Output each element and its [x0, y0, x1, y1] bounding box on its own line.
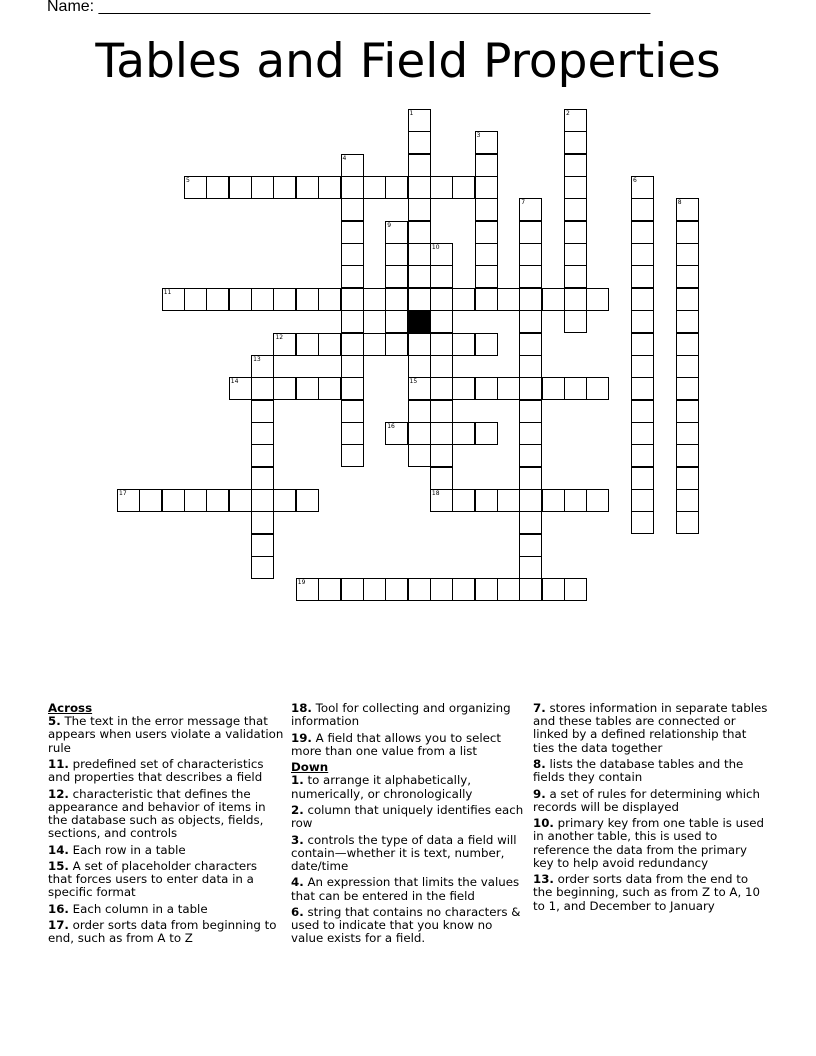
crossword-cell[interactable] — [341, 265, 364, 288]
crossword-cell[interactable] — [296, 333, 319, 356]
clue-number-label: 2 — [566, 110, 570, 117]
down-clue — [533, 873, 769, 913]
crossword-cell[interactable] — [586, 489, 609, 512]
crossword-cell[interactable] — [631, 422, 654, 445]
crossword-cell[interactable] — [408, 444, 431, 467]
crossword-cell[interactable] — [296, 489, 319, 512]
crossword-cell[interactable] — [519, 265, 542, 288]
crossword-cell[interactable] — [430, 310, 453, 333]
crossword-cell[interactable] — [676, 243, 699, 266]
clue-number-label: 15 — [409, 378, 418, 386]
crossword-cell[interactable] — [452, 288, 475, 311]
crossword-cell[interactable] — [519, 534, 542, 557]
crossword-cell[interactable] — [296, 288, 319, 311]
crossword-cell[interactable] — [251, 489, 274, 512]
crossword-cell[interactable] — [519, 489, 542, 512]
clue-text: to arrange it alphabetically, numerically, or chronologically — [291, 773, 473, 801]
crossword-cell[interactable] — [631, 243, 654, 266]
black-cell — [408, 310, 431, 333]
crossword-cell[interactable] — [430, 355, 453, 378]
across-clue — [48, 844, 284, 857]
across-clue — [48, 919, 284, 945]
clue-number: 2. — [291, 802, 304, 817]
crossword-cell[interactable] — [631, 377, 654, 400]
crossword-cell[interactable] — [363, 578, 386, 601]
crossword-cell[interactable] — [341, 176, 364, 199]
crossword-cell[interactable] — [251, 355, 274, 378]
crossword-cell[interactable] — [564, 176, 587, 199]
crossword-cell[interactable] — [452, 489, 475, 512]
clue-number: 16. — [48, 901, 69, 916]
crossword-cell[interactable] — [519, 578, 542, 601]
crossword-cell[interactable] — [676, 377, 699, 400]
clue-text: controls the type of data a field will contain—whether it is text, number, date/time — [291, 832, 517, 873]
clue-number-label: 14 — [230, 378, 239, 386]
crossword-cell[interactable] — [519, 511, 542, 534]
crossword-cell[interactable] — [251, 467, 274, 490]
crossword-cell[interactable] — [519, 377, 542, 400]
down-clue — [533, 758, 769, 784]
crossword-cell[interactable] — [385, 176, 408, 199]
crossword-cell[interactable] — [363, 176, 386, 199]
clue-text: stores information in separate tables and these tables are connected or linked by a defined relationship that ties the data together — [533, 701, 768, 755]
crossword-cell[interactable] — [542, 578, 565, 601]
clue-number-label: 13 — [253, 355, 261, 363]
across-clue — [48, 903, 284, 916]
name-line: Name: ______________________________________________________________ — [47, 0, 651, 15]
clue-number: 11. — [48, 757, 69, 771]
clue-text: Each column in a table — [72, 901, 208, 916]
crossword-cell[interactable] — [631, 288, 654, 311]
crossword-cell[interactable] — [475, 154, 498, 177]
crossword-cell[interactable] — [452, 333, 475, 356]
clue-number-label: 17 — [119, 489, 127, 497]
across-clue — [48, 758, 284, 784]
crossword-cell[interactable] — [430, 333, 453, 356]
clue-number: 7. — [533, 701, 546, 715]
crossword-cell[interactable] — [542, 489, 565, 512]
crossword-cell[interactable] — [408, 176, 431, 199]
crossword-cell[interactable] — [229, 176, 252, 199]
crossword-cell[interactable] — [296, 176, 319, 199]
crossword-cell[interactable] — [251, 444, 274, 467]
crossword-cell[interactable] — [497, 288, 520, 311]
crossword-cell[interactable] — [631, 333, 654, 356]
crossword-cell[interactable] — [341, 422, 364, 445]
crossword-cell[interactable] — [385, 288, 408, 311]
crossword-cell[interactable] — [385, 578, 408, 601]
crossword-cell[interactable] — [519, 288, 542, 311]
crossword-cell[interactable] — [251, 288, 274, 311]
clue-number: 4. — [291, 875, 304, 890]
crossword-cell[interactable] — [564, 578, 587, 601]
crossword-cell[interactable] — [408, 109, 431, 132]
clue-number-label: 18 — [431, 489, 440, 497]
crossword-cell[interactable] — [430, 578, 453, 601]
crossword-cell[interactable] — [631, 176, 654, 199]
clue-number: 18. — [291, 701, 312, 715]
crossword-cell[interactable] — [363, 333, 386, 356]
crossword-cell[interactable] — [341, 310, 364, 333]
clue-number: 12. — [48, 786, 69, 801]
crossword-cell[interactable] — [631, 511, 654, 534]
crossword-cell[interactable] — [631, 444, 654, 467]
clue-text: A set of placeholder characters that forces users to enter data in a specific format — [48, 858, 258, 900]
clue-text: Tool for collecting and organizing information — [291, 701, 511, 729]
crossword-cell[interactable] — [475, 221, 498, 244]
crossword-cell[interactable] — [408, 243, 431, 266]
across-clue — [48, 860, 284, 900]
crossword-cell[interactable] — [564, 288, 587, 311]
clue-text: primary key from one table is used in another table, this is used to reference the data from the primary key to help avoid redundancy — [533, 816, 765, 870]
across-clue — [291, 732, 527, 758]
clues-column-3 — [533, 702, 769, 916]
crossword-cell[interactable] — [408, 400, 431, 423]
clue-number: 10. — [533, 816, 554, 831]
crossword-cell[interactable] — [341, 444, 364, 467]
crossword-cell[interactable] — [341, 333, 364, 356]
crossword-cell[interactable] — [430, 176, 453, 199]
crossword-cell[interactable] — [273, 489, 296, 512]
crossword-cell[interactable] — [475, 198, 498, 221]
crossword-cell[interactable] — [519, 198, 542, 221]
crossword-cell[interactable] — [408, 355, 431, 378]
clue-number-label: 19 — [297, 579, 306, 587]
crossword-cell[interactable] — [408, 578, 431, 601]
crossword-cell[interactable] — [408, 198, 431, 221]
crossword-cell[interactable] — [296, 578, 319, 601]
crossword-cell[interactable] — [542, 288, 565, 311]
clue-text: order sorts data from the end to the beginning, such as from Z to A, 10 to 1, and December to January — [533, 872, 760, 913]
crossword-cell[interactable] — [251, 377, 274, 400]
down-heading: Down — [291, 760, 329, 775]
crossword-cell[interactable] — [408, 288, 431, 311]
crossword-cell[interactable] — [631, 355, 654, 378]
crossword-cell[interactable] — [452, 422, 475, 445]
crossword-cell[interactable] — [519, 333, 542, 356]
clue-number-label: 3 — [476, 132, 481, 140]
crossword-cell[interactable] — [564, 221, 587, 244]
down-clue — [533, 817, 769, 870]
crossword-cell[interactable] — [475, 176, 498, 199]
crossword-cell[interactable] — [206, 489, 229, 512]
clue-text: A field that allows you to select more than one value from a list — [291, 730, 502, 758]
crossword-cell[interactable] — [631, 310, 654, 333]
down-clue — [291, 774, 527, 800]
clue-number-label: 7 — [521, 199, 526, 207]
clue-number: 9. — [533, 786, 546, 801]
crossword-cell[interactable] — [296, 377, 319, 400]
crossword-cell[interactable] — [251, 400, 274, 423]
crossword-cell[interactable] — [497, 578, 520, 601]
crossword-cell[interactable] — [273, 377, 296, 400]
crossword-cell[interactable] — [430, 422, 453, 445]
crossword-cell[interactable] — [452, 176, 475, 199]
clue-number: 8. — [533, 757, 546, 771]
crossword-cell[interactable] — [385, 422, 408, 445]
clue-number-label: 1 — [409, 110, 414, 117]
crossword-cell[interactable] — [475, 377, 498, 400]
crossword-cell[interactable] — [341, 578, 364, 601]
crossword-cell[interactable] — [542, 377, 565, 400]
crossword-cell[interactable] — [273, 288, 296, 311]
across-clue — [48, 788, 284, 841]
crossword-cell[interactable] — [631, 400, 654, 423]
crossword-cell[interactable] — [430, 444, 453, 467]
crossword-cell[interactable] — [676, 333, 699, 356]
crossword-cell[interactable] — [676, 355, 699, 378]
crossword-cell[interactable] — [676, 198, 699, 221]
clue-number: 15. — [48, 858, 69, 873]
crossword-cell[interactable] — [184, 489, 207, 512]
clue-text: a set of rules for determining which records will be displayed — [533, 786, 760, 814]
crossword-cell[interactable] — [341, 154, 364, 177]
clue-number-label: 9 — [387, 221, 392, 229]
crossword-cell[interactable] — [408, 154, 431, 177]
crossword-cell[interactable] — [519, 444, 542, 467]
crossword-cell[interactable] — [184, 176, 207, 199]
crossword-cell[interactable] — [631, 221, 654, 244]
crossword-cell[interactable] — [564, 489, 587, 512]
crossword-cell[interactable] — [430, 467, 453, 490]
clue-number: 5. — [48, 714, 61, 729]
down-clue — [291, 906, 527, 946]
crossword-cell[interactable] — [475, 265, 498, 288]
crossword-cell[interactable] — [676, 511, 699, 534]
crossword-cell[interactable] — [162, 288, 185, 311]
crossword-cell[interactable] — [251, 511, 274, 534]
crossword-cell[interactable] — [341, 221, 364, 244]
crossword-cell[interactable] — [341, 288, 364, 311]
crossword-cell[interactable] — [475, 243, 498, 266]
clue-number-label: 8 — [677, 199, 682, 207]
clue-text: order sorts data from beginning to end, such as from A to Z — [48, 918, 277, 946]
crossword-cell[interactable] — [676, 422, 699, 445]
crossword-cell[interactable] — [631, 265, 654, 288]
crossword-cell[interactable] — [676, 400, 699, 423]
crossword-cell[interactable] — [475, 333, 498, 356]
crossword-cell[interactable] — [318, 176, 341, 199]
crossword-cell[interactable] — [430, 288, 453, 311]
crossword-cell[interactable] — [564, 265, 587, 288]
crossword-cell[interactable] — [475, 131, 498, 154]
clue-text: column that uniquely identifies each row — [291, 802, 524, 831]
crossword-cell[interactable] — [408, 333, 431, 356]
crossword-cell[interactable] — [408, 377, 431, 400]
crossword-cell[interactable] — [318, 333, 341, 356]
crossword-cell[interactable] — [676, 310, 699, 333]
clue-number-label: 5 — [186, 177, 190, 185]
crossword-cell[interactable] — [475, 578, 498, 601]
crossword-cell[interactable] — [341, 243, 364, 266]
crossword-cell[interactable] — [586, 288, 609, 311]
crossword-cell[interactable] — [676, 489, 699, 512]
clue-text: Each row in a table — [72, 842, 186, 857]
crossword-cell[interactable] — [385, 221, 408, 244]
crossword-cell[interactable] — [497, 489, 520, 512]
crossword-cell[interactable] — [519, 467, 542, 490]
crossword-cell[interactable] — [519, 556, 542, 579]
clue-text: string that contains no characters & used to indicate that you know no value exists for a field. — [291, 904, 521, 946]
crossword-cell[interactable] — [430, 377, 453, 400]
clue-number-label: 11 — [163, 288, 172, 296]
crossword-cell[interactable] — [430, 265, 453, 288]
clue-number: 14. — [48, 842, 69, 857]
crossword-cell[interactable] — [385, 333, 408, 356]
crossword-cell[interactable] — [564, 243, 587, 266]
clue-text: lists the database tables and the fields they contain — [533, 757, 744, 785]
crossword-cell[interactable] — [318, 578, 341, 601]
clue-number: 6. — [291, 904, 304, 919]
crossword-cell[interactable] — [341, 355, 364, 378]
crossword-cell[interactable] — [408, 265, 431, 288]
crossword-cell[interactable] — [676, 288, 699, 311]
clues-column-1 — [48, 702, 284, 949]
crossword-cell[interactable] — [408, 131, 431, 154]
clue-text: characteristic that defines the appearance and behavior of items in the database such as objects, fields, sections, and controls — [48, 786, 266, 841]
across-clue — [291, 702, 527, 728]
across-heading: Across — [48, 701, 93, 715]
crossword-cell[interactable] — [519, 243, 542, 266]
crossword-cell[interactable] — [162, 489, 185, 512]
crossword-cell[interactable] — [564, 198, 587, 221]
crossword-cell[interactable] — [273, 176, 296, 199]
crossword-cell[interactable] — [519, 422, 542, 445]
crossword-cell[interactable] — [519, 400, 542, 423]
crossword-cell[interactable] — [475, 422, 498, 445]
clue-text: The text in the error message that appears when users violate a validation rule — [48, 714, 284, 755]
crossword-cell[interactable] — [631, 489, 654, 512]
crossword-cell[interactable] — [631, 467, 654, 490]
clue-number-label: 6 — [633, 177, 637, 185]
crossword-cell[interactable] — [229, 489, 252, 512]
crossword-cell[interactable] — [564, 154, 587, 177]
crossword-cell[interactable] — [273, 333, 296, 356]
clues-column-2 — [291, 702, 527, 949]
crossword-cell[interactable] — [318, 288, 341, 311]
crossword-cell[interactable] — [430, 489, 453, 512]
clue-number-label: 16 — [387, 422, 395, 430]
down-clue — [533, 702, 769, 755]
clue-text: predefined set of characteristics and properties that describes a field — [48, 757, 264, 785]
crossword-cell[interactable] — [385, 310, 408, 333]
crossword-cell[interactable] — [430, 400, 453, 423]
crossword-cell[interactable] — [676, 444, 699, 467]
clue-number-label: 12 — [275, 333, 284, 341]
crossword-cell[interactable] — [251, 176, 274, 199]
crossword-cell[interactable] — [318, 377, 341, 400]
crossword-cell[interactable] — [519, 310, 542, 333]
clue-text: An expression that limits the values that can be entered in the field — [291, 875, 520, 903]
crossword-cell[interactable] — [139, 489, 162, 512]
crossword-cell[interactable] — [229, 377, 252, 400]
crossword-cell[interactable] — [341, 198, 364, 221]
crossword-cell[interactable] — [519, 221, 542, 244]
crossword-cell[interactable] — [676, 265, 699, 288]
crossword-cell[interactable] — [519, 355, 542, 378]
crossword-cell[interactable] — [251, 534, 274, 557]
across-clue — [48, 715, 284, 755]
crossword-cell[interactable] — [586, 377, 609, 400]
down-clue — [291, 834, 527, 874]
crossword-cell[interactable] — [676, 221, 699, 244]
crossword-cell[interactable] — [341, 400, 364, 423]
crossword-cell[interactable] — [631, 198, 654, 221]
clue-number-label: 4 — [342, 154, 347, 162]
down-clue — [291, 876, 527, 902]
crossword-cell[interactable] — [430, 243, 453, 266]
crossword-cell[interactable] — [564, 310, 587, 333]
crossword-cell[interactable] — [206, 176, 229, 199]
crossword-cell[interactable] — [229, 288, 252, 311]
crossword-cell[interactable] — [408, 221, 431, 244]
crossword-cell[interactable] — [251, 556, 274, 579]
crossword-cell[interactable] — [363, 288, 386, 311]
crossword-cell[interactable] — [475, 288, 498, 311]
clue-number-label: 10 — [431, 244, 440, 252]
clue-number: 13. — [533, 872, 554, 887]
crossword-cell[interactable] — [452, 578, 475, 601]
crossword-cell[interactable] — [117, 489, 140, 512]
clue-number: 17. — [48, 918, 69, 933]
crossword-cell[interactable] — [564, 377, 587, 400]
crossword-cell[interactable] — [385, 243, 408, 266]
crossword-cell[interactable] — [206, 288, 229, 311]
crossword-cell[interactable] — [497, 377, 520, 400]
clue-number: 1. — [291, 773, 304, 788]
down-clue — [291, 804, 527, 830]
crossword-cell[interactable] — [184, 288, 207, 311]
crossword-cell[interactable] — [564, 131, 587, 154]
crossword-cell[interactable] — [408, 422, 431, 445]
page-title: Tables and Field Properties — [95, 34, 721, 89]
crossword-cell[interactable] — [251, 422, 274, 445]
crossword-cell[interactable] — [475, 489, 498, 512]
down-clue — [533, 788, 769, 814]
crossword-cell[interactable] — [564, 109, 587, 132]
crossword-cell[interactable] — [385, 265, 408, 288]
clue-number: 3. — [291, 832, 304, 847]
crossword-cell[interactable] — [676, 467, 699, 490]
crossword-cell[interactable] — [452, 377, 475, 400]
crossword-cell[interactable] — [341, 377, 364, 400]
clue-number: 19. — [291, 730, 312, 745]
